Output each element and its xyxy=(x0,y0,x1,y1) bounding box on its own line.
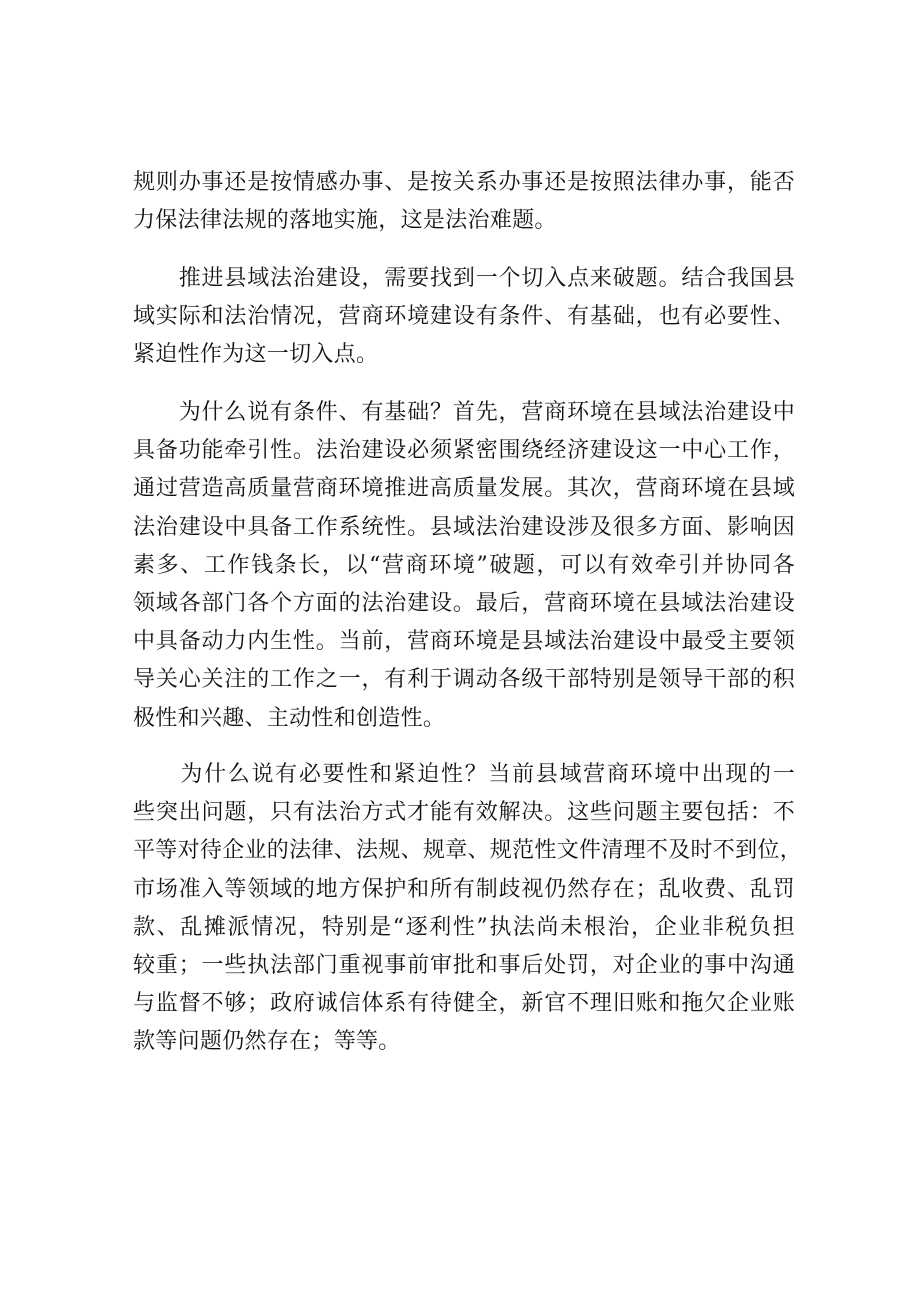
paragraph-line: 些突出问题，只有法治方式才能有效解决。这些问题主要包括：不 xyxy=(133,800,795,826)
paragraph-line: 域实际和法治情况，营商环境建设有条件、有基础，也有必要性、 xyxy=(133,304,795,330)
paragraph-line: 为什么说有必要性和紧迫性？当前县域营商环境中出现的一 xyxy=(133,762,795,787)
paragraph-2 xyxy=(133,260,795,375)
paragraph-line: 推进县域法治建设，需要找到一个切入点来破题。结合我国县 xyxy=(133,266,795,291)
paragraph-line: 为什么说有条件、有基础？首先，营商环境在县域法治建设中 xyxy=(133,400,795,425)
paragraph-line: 导关心关注的工作之一，有利于调动各级干部特别是领导干部的积 xyxy=(133,667,795,693)
paragraph-line: 紧迫性作为这一切入点。 xyxy=(133,342,379,368)
paragraph-line: 平等对待企业的法律、法规、规章、规范性文件清理不及时不到位， xyxy=(133,838,803,864)
paragraph-line: 极性和兴趣、主动性和创造性。 xyxy=(133,705,446,731)
paragraph-line: 与监督不够；政府诚信体系有待健全，新官不理旧账和拖欠企业账 xyxy=(133,991,795,1017)
paragraph-line: 法治建设中具备工作系统性。县域法治建设涉及很多方面、影响因 xyxy=(133,514,795,540)
paragraph-line: 通过营造高质量营商环境推进高质量发展。其次，营商环境在县域 xyxy=(133,476,795,502)
paragraph-line: 具备功能牵引性。法治建设必须紧密围绕经济建设这一中心工作， xyxy=(133,438,795,464)
paragraph-line: 款、乱摊派情况，特别是“逐利性”执法尚未根治，企业非税负担 xyxy=(133,914,795,940)
paragraph-line: 较重；一些执法部门重视事前审批和事后处罚，对企业的事中沟通 xyxy=(133,952,795,978)
paragraph-line: 力保法律法规的落地实施，这是法治难题。 xyxy=(133,208,557,234)
paragraph-line: 中具备动力内生性。当前，营商环境是县域法治建设中最受主要领 xyxy=(133,629,795,655)
paragraph-4 xyxy=(133,756,803,1062)
paragraph-3 xyxy=(133,394,795,738)
paragraph-line: 规则办事还是按情感办事、是按关系办事还是按照法律办事，能否 xyxy=(133,170,795,195)
paragraph-line: 市场准入等领域的地方保护和所有制歧视仍然存在；乱收费、乱罚 xyxy=(133,876,795,902)
paragraph-1 xyxy=(133,164,795,240)
paragraph-line: 素多、工作钱条长，以“营商环境”破题，可以有效牵引并协同各 xyxy=(133,552,795,578)
paragraph-line: 领域各部门各个方面的法治建设。最后，营商环境在县域法治建设 xyxy=(133,590,795,616)
paragraph-line: 款等问题仍然存在；等等。 xyxy=(133,1029,401,1055)
